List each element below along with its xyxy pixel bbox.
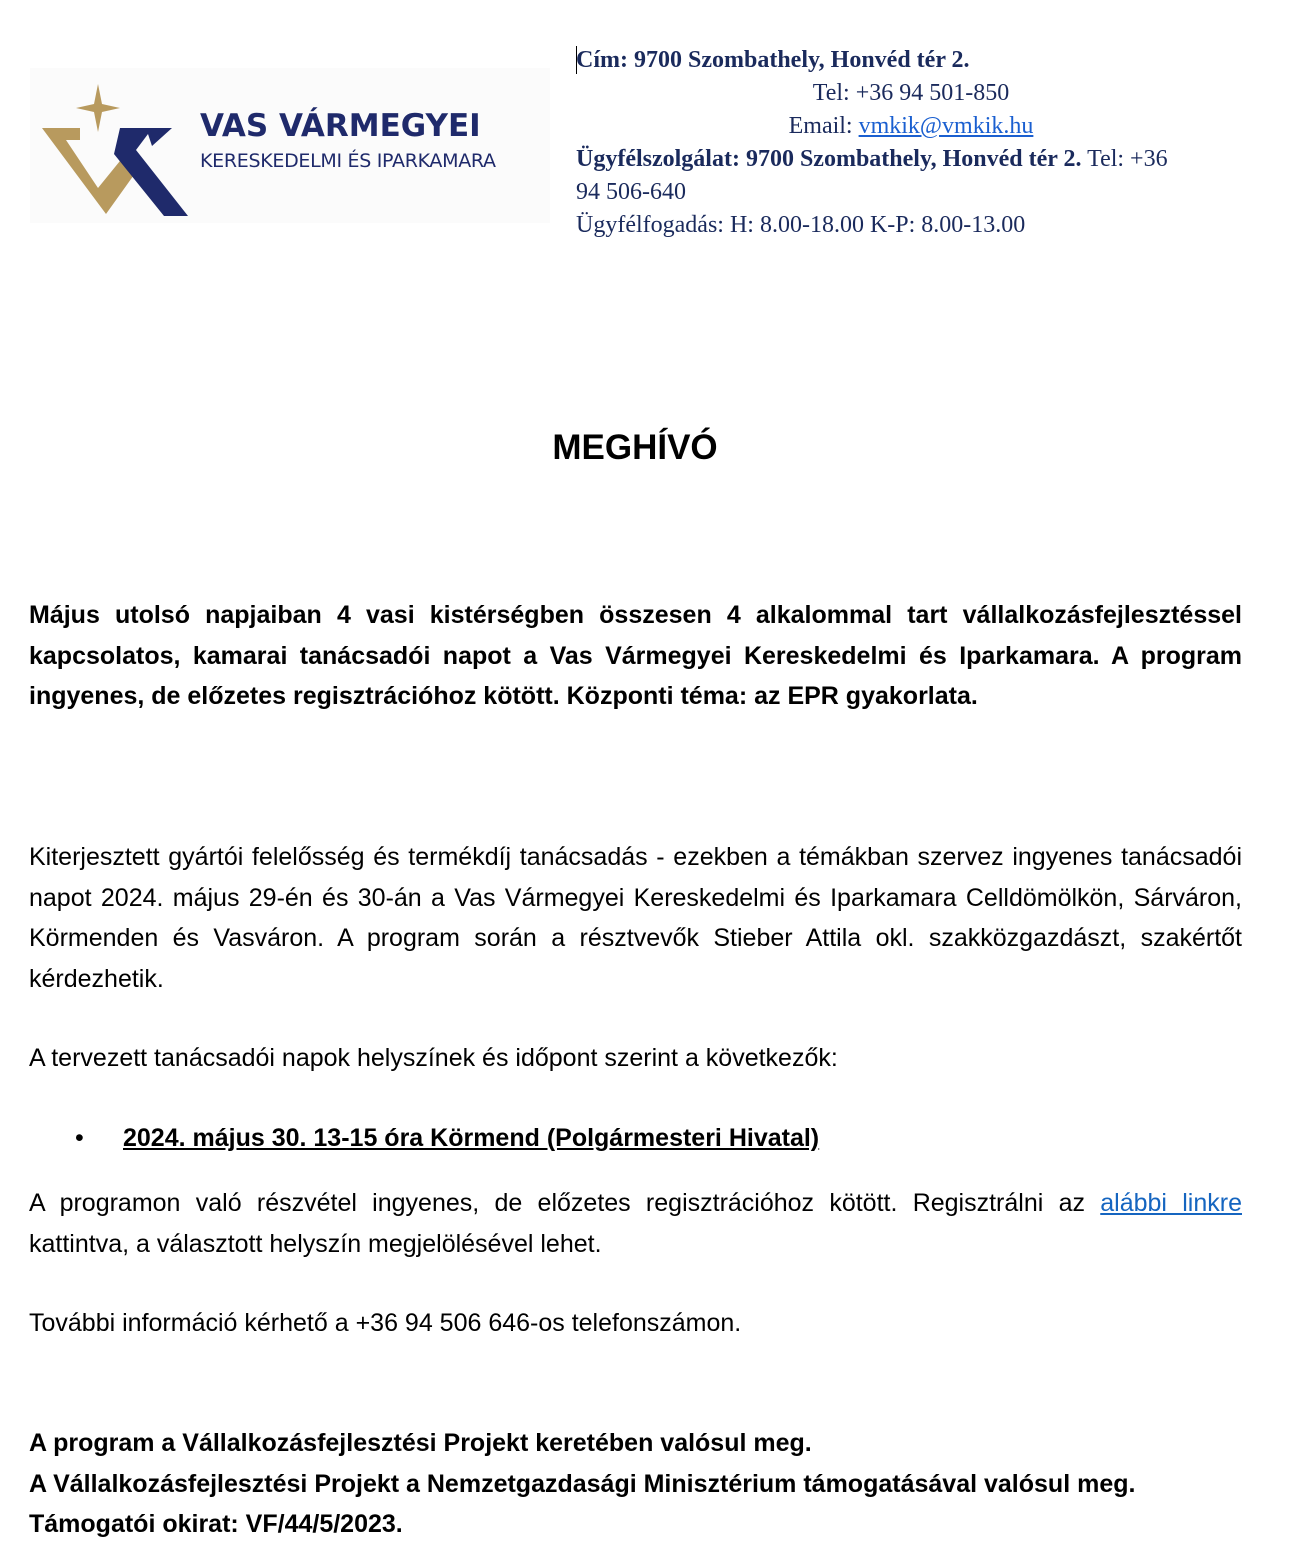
office-hours: Ügyfélfogadás: H: 8.00-18.00 K-P: 8.00-13.00 [576, 212, 1026, 238]
registration-paragraph [29, 1183, 1242, 1264]
registration-text-after: kattintva, a választott helyszín megjelölésével lehet. [29, 1229, 602, 1258]
email-link[interactable]: vmkik@vmkik.hu [858, 113, 1034, 139]
contact-address: Cím: 9700 Szombathely, Honvéd tér 2. [576, 47, 970, 73]
footer-block [29, 1423, 1242, 1545]
contact-tel: Tel: +36 94 501-850 [812, 80, 1010, 106]
logo-title: VAS VÁRMEGYEI [200, 108, 481, 144]
service-tel-part2: 94 506-640 [576, 179, 686, 205]
page-title: MEGHÍVÓ [552, 428, 718, 467]
organization-logo [30, 68, 550, 223]
footer-line-3: Támogatói okirat: VF/44/5/2023. [29, 1510, 403, 1538]
contact-email-line [576, 110, 1246, 143]
footer-line-2: A Vállalkozásfejlesztési Projekt a Nemzetgazdasági Minisztérium támogatásával valósul meg. [29, 1469, 1136, 1498]
intro-paragraph: Május utolsó napjaiban 4 vasi kistérségben összesen 4 alkalommal tart vállalkozásfejlesztéssel kapcsolatos, kamarai tanácsadói napot a Vas Vármegyei Kereskedelmi és Iparkamara. A program ingyenes, de előzetes regisztrációhoz kötött. Központi téma: az EPR gyakorlata. [29, 601, 1242, 710]
contact-block [576, 44, 1246, 242]
registration-text-before: A programon való részvétel ingyenes, de előzetes regisztrációhoz kötött. Regisztrálni az [29, 1189, 1101, 1217]
logo-subtitle: KERESKEDELMI ÉS IPARKAMARA [200, 150, 496, 172]
vk-logo-icon [40, 76, 190, 216]
registration-link[interactable]: alábbi linkre [1100, 1189, 1242, 1217]
schedule-intro: A tervezett tanácsadói napok helyszínek és időpont szerint a következők: [29, 1044, 838, 1072]
bullet-icon: • [75, 1124, 84, 1152]
footer-line-1: A program a Vállalkozásfejlesztési Projekt keretében valósul meg. [29, 1429, 812, 1457]
service-address: Ügyfélszolgálat: 9700 Szombathely, Honvéd tér 2. [576, 146, 1082, 172]
schedule-item-text: 2024. május 30. 13-15 óra Körmend (Polgármesteri Hivatal) [123, 1124, 820, 1152]
service-tel-part1: Tel: +36 [1081, 146, 1168, 172]
info-paragraph: További információ kérhető a +36 94 506 646-os telefonszámon. [29, 1309, 742, 1337]
contact-email-label: Email: [788, 113, 859, 139]
description-paragraph: Kiterjesztett gyártói felelősség és termékdíj tanácsadás - ezekben a témákban szervez ingyenes tanácsadói napot 2024. május 29-én és 30-án a Vas Vármegyei Kereskedelmi és Iparkamara Celldömölkön, Sárváron, Körmenden és Vasváron. A program során a résztvevők Stieber Attila okl. szakközgazdászt, szakértőt kérdezhetik. [29, 843, 1242, 993]
